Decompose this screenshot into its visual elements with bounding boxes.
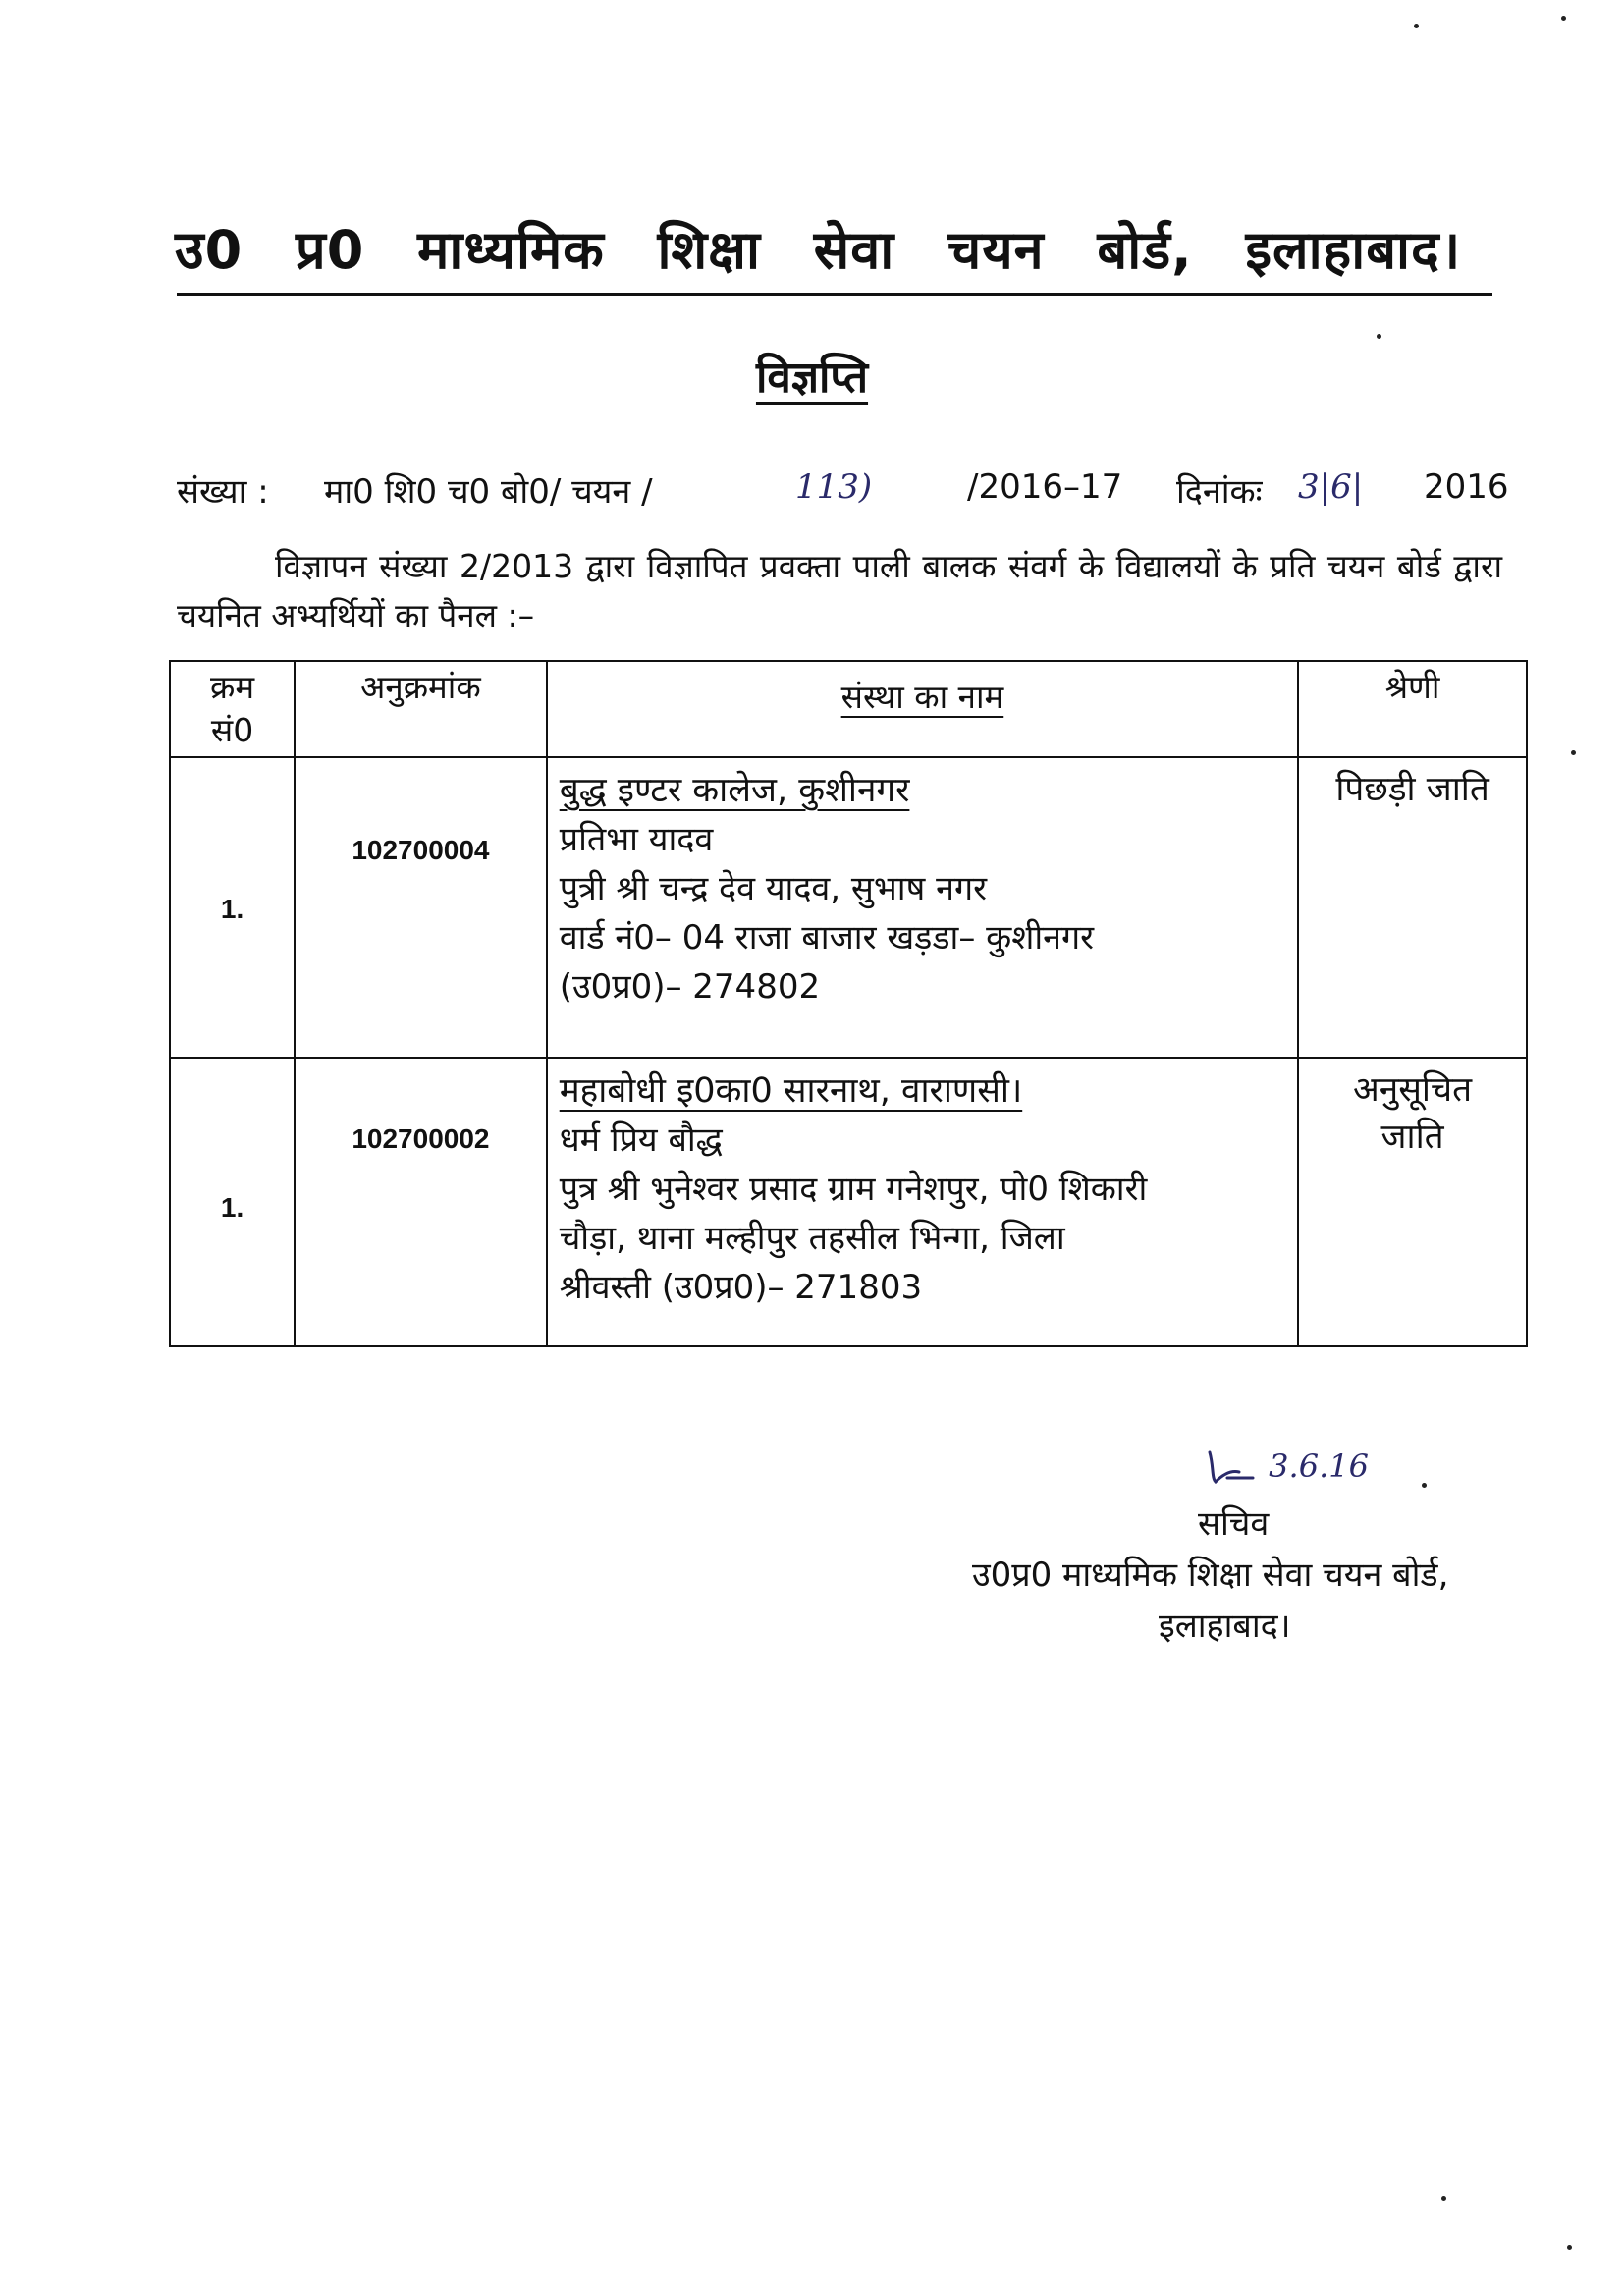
scan-speck [1422,1483,1427,1488]
scan-speck [1561,16,1566,21]
reference-number-handwritten: 113) [795,467,873,507]
row-institution-name: बुद्ध इण्टर कालेज, कुशीनगर [559,771,910,810]
header-institution [547,661,1298,757]
reference-year: /2016–17 [967,467,1123,507]
scan-speck [1414,24,1419,28]
row-candidate-line: चौड़ा, थाना मल्हीपुर तहसील भिन्गा, जिला [559,1219,1065,1258]
signature-scribble-icon [1204,1448,1259,1488]
scan-speck [1571,750,1576,755]
date-handwritten: 3|6| [1298,467,1364,507]
selection-panel-table [169,660,1528,1347]
header-category: श्रेणी [1298,661,1527,757]
date-year: 2016 [1424,467,1509,507]
row-roll-number: 102700002 [352,1123,490,1154]
signatory-city: इलाहाबाद। [1159,1607,1291,1646]
row-candidate-line: (उ0प्र0)– 274802 [559,967,821,1007]
row-candidate-line: श्रीवस्ती (उ0प्र0)– 271803 [559,1268,923,1307]
scan-speck [1441,2196,1446,2201]
row-candidate-line: धर्म प्रिय बौद्ध [559,1120,723,1160]
row-candidate-line: पुत्र श्री भुनेश्वर प्रसाद ग्राम गनेशपुर, पो0 शिकारी [559,1170,1148,1209]
signature-initials [1204,1448,1369,1488]
row-roll-number: 102700004 [352,835,490,865]
row-candidate-line: प्रतिभा यादव [559,820,714,859]
table-header-row [170,661,1527,757]
intro-paragraph: विज्ञापन संख्या 2/2013 द्वारा विज्ञापित प्रवक्ता पाली बालक संवर्ग के विद्यालयों के प्रति चयन बोर्ड द्वारा चयनित अभ्यर्थियों का पैनल :– [177,547,1502,634]
header-roll-number: अनुक्रमांक [295,661,547,757]
row-serial: 1. [220,894,244,924]
title-underline [177,293,1492,296]
row-category: पिछड़ी जाति [1335,770,1489,809]
signatory-designation: सचिव [1198,1504,1270,1544]
signatory-organization: उ0प्र0 माध्यमिक शिक्षा सेवा चयन बोर्ड, [972,1556,1449,1595]
row-category: अनुसूचित जाति [1353,1070,1473,1157]
date-label: दिनांकः [1176,472,1263,512]
table-row [170,1058,1527,1346]
notice-heading-text: विज्ञप्ति [755,353,869,403]
header-serial-line2: सं0 [210,711,254,749]
notice-heading [0,346,1624,405]
row-serial: 1. [220,1192,244,1223]
row-candidate-line: वार्ड नं0– 04 राजा बाजार खड़डा– कुशीनगर [559,918,1095,957]
scan-speck [1567,2245,1572,2250]
header-institution-text: संस्था का नाम [840,678,1004,716]
scan-speck [1377,334,1381,339]
row-institution-name: महाबोधी इ0का0 सारनाथ, वाराणसी। [559,1071,1023,1111]
reference-code: मा0 शि0 च0 बो0/ चयन / [324,472,653,512]
row-candidate-line: पुत्री श्री चन्द्र देव यादव, सुभाष नगर [559,869,987,908]
table-row [170,757,1527,1058]
signature-date: 3.6.16 [1269,1448,1369,1485]
header-serial [170,661,295,757]
page-title: उ0 प्र0 माध्यमिक शिक्षा सेवा चयन बोर्ड, इलाहाबाद। [175,219,1462,281]
reference-label: संख्या : [177,472,269,512]
signatory-block [972,1499,1522,1652]
header-serial-line1: क्रम [210,668,255,706]
